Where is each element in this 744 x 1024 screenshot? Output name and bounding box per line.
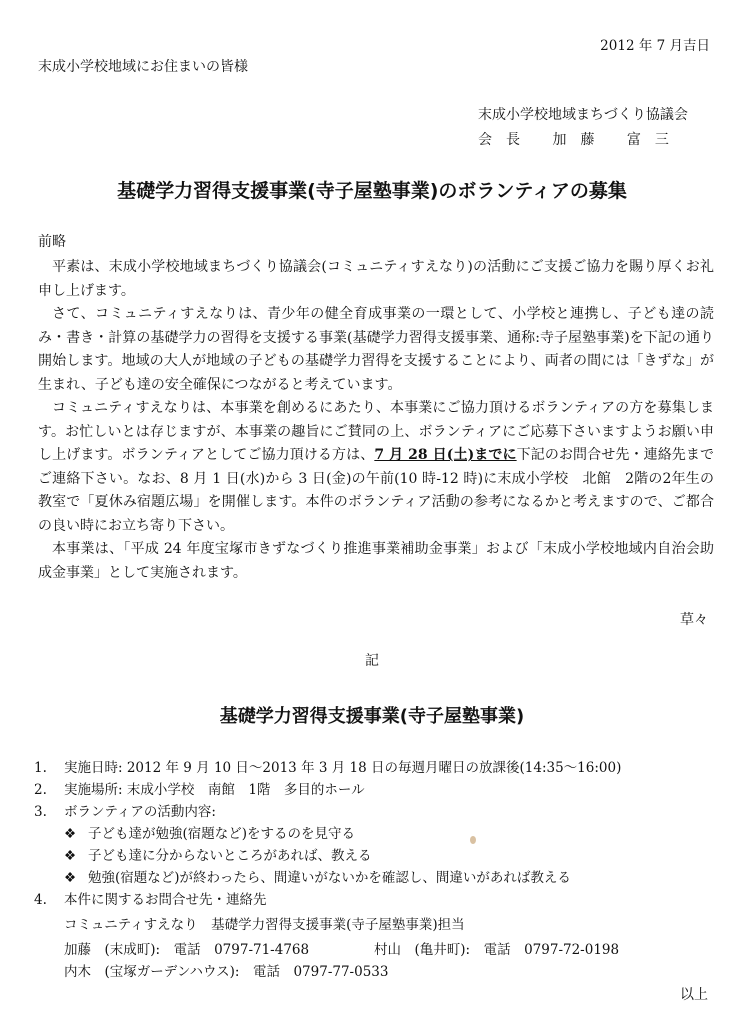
sender-name: 加藤 富三: [552, 132, 683, 148]
ki-heading: 記: [365, 653, 379, 669]
item-number: 2.: [34, 782, 47, 798]
item-number: 3.: [34, 804, 47, 820]
list-item: [34, 757, 724, 779]
section-title: 基礎学力習得支援事業(寺子屋塾事業): [219, 706, 525, 727]
sender-organization: 末成小学校地域まちづくり協議会: [478, 107, 688, 123]
schedule-text: 実施日時: 2012 年 9 月 10 日～2013 年 3 月 18 日の毎週月曜日の放課後(14:35～16:00): [64, 760, 622, 776]
sender-role: 会長: [478, 132, 534, 148]
paragraph-introduction: さて、コミュニティすえなりは、青少年の健全育成事業の一環として、小学校と連携し、子ども達の読み・書き・計算の基礎学力の習得を支援する事業(基礎学力習得支援事業、通称:寺子屋塾事業)を下記の通り開始します。地域の大人が地域の子どもの基礎学力習得を支援することにより、両者の間には「きずな」が生まれ、子ども達の安全確保につながると考えています。: [38, 306, 714, 393]
recruitment-text-before: コミュニティすえなりは、本事業を創めるにあたり、本事業にご協力頂けるボランティアの方を募集します。お忙しいとは存じますが、本事業の趣旨にご賛同の上、ボランティアにご応募下さいますようお願い申し上げます。ボランティアとしてご協力頂ける方は、: [38, 400, 714, 463]
diamond-bullet-icon: ❖: [64, 870, 77, 886]
bullet-text: 子ども達が勉強(宿題など)をするのを見守る: [88, 826, 356, 842]
list-item: [34, 779, 724, 801]
paragraph-greeting: 平素は、末成小学校地域まちづくり協議会(コミュニティすえなり)の活動にご支援ご協力を賜り厚くお礼申し上げます。: [38, 259, 714, 299]
contact-murayama: 村山 (亀井町): 電話 0797-72-0198: [374, 942, 620, 958]
bullet-text: 子ども達に分からないところがあれば、教える: [88, 848, 372, 864]
paragraph-recruitment: [38, 397, 714, 538]
list-item: [34, 801, 724, 823]
deadline-date: 7 月 28 日(土)までに: [374, 447, 517, 463]
activities-heading: ボランティアの活動内容:: [64, 804, 216, 820]
diamond-bullet-icon: ❖: [64, 826, 77, 842]
list-item: [34, 889, 724, 911]
contact-line: [34, 939, 724, 961]
paragraph-funding: 本事業は、「平成 24 年度宝塚市きずなづくり推進事業補助金事業」および「末成小学校地域内自治会助成金事業」として実施されます。: [38, 541, 714, 581]
addressee: 末成小学校地域にお住まいの皆様: [38, 59, 248, 75]
bullet-item: [34, 823, 724, 845]
paper-stain: [470, 836, 476, 844]
item-number: 1.: [34, 760, 47, 776]
contact-heading: 本件に関するお問合せ先・連絡先: [64, 892, 267, 908]
bullet-text: 勉強(宿題など)が終わったら、間違いがないかを確認し、間違いがあれば教える: [88, 870, 571, 886]
contact-section-header: コミュニティすえなり 基礎学力習得支援事業(寺子屋塾事業)担当: [64, 917, 465, 933]
recruitment-text-after: 下記のお問合せ先・連絡先までご連絡下さい。なお、8 月 1 日(水)から 3 日(金)の午前(10 時-12 時)に末成小学校 北館 2階の2年生の教室で「夏休み宿題広場」を開催します。本件のボランティア活動の参考になるかと考えますので、ご都合の良い時にお立ち寄り下さい。: [38, 447, 715, 534]
item-number: 4.: [34, 892, 47, 908]
salutation: 前略: [38, 234, 66, 250]
sender-line: [478, 129, 683, 149]
location-text: 実施場所: 末成小学校 南館 1階 多目的ホール: [64, 782, 365, 798]
document-date: 2012 年 7 月吉日: [600, 38, 710, 54]
details-list: [34, 757, 724, 983]
body-text: [38, 256, 714, 585]
closing-word: 草々: [680, 612, 708, 628]
document-title: 基礎学力習得支援事業(寺子屋塾事業)のボランティアの募集: [117, 180, 627, 202]
bullet-item: [34, 867, 724, 889]
bullet-item: [34, 845, 724, 867]
contact-kato: 加藤 (末成町): 電話 0797-71-4768: [64, 942, 310, 958]
contact-uchiki: 内木 (宝塚ガーデンハウス): 電話 0797-77-0533: [64, 964, 389, 980]
diamond-bullet-icon: ❖: [64, 848, 77, 864]
ending-word: 以上: [680, 987, 708, 1003]
